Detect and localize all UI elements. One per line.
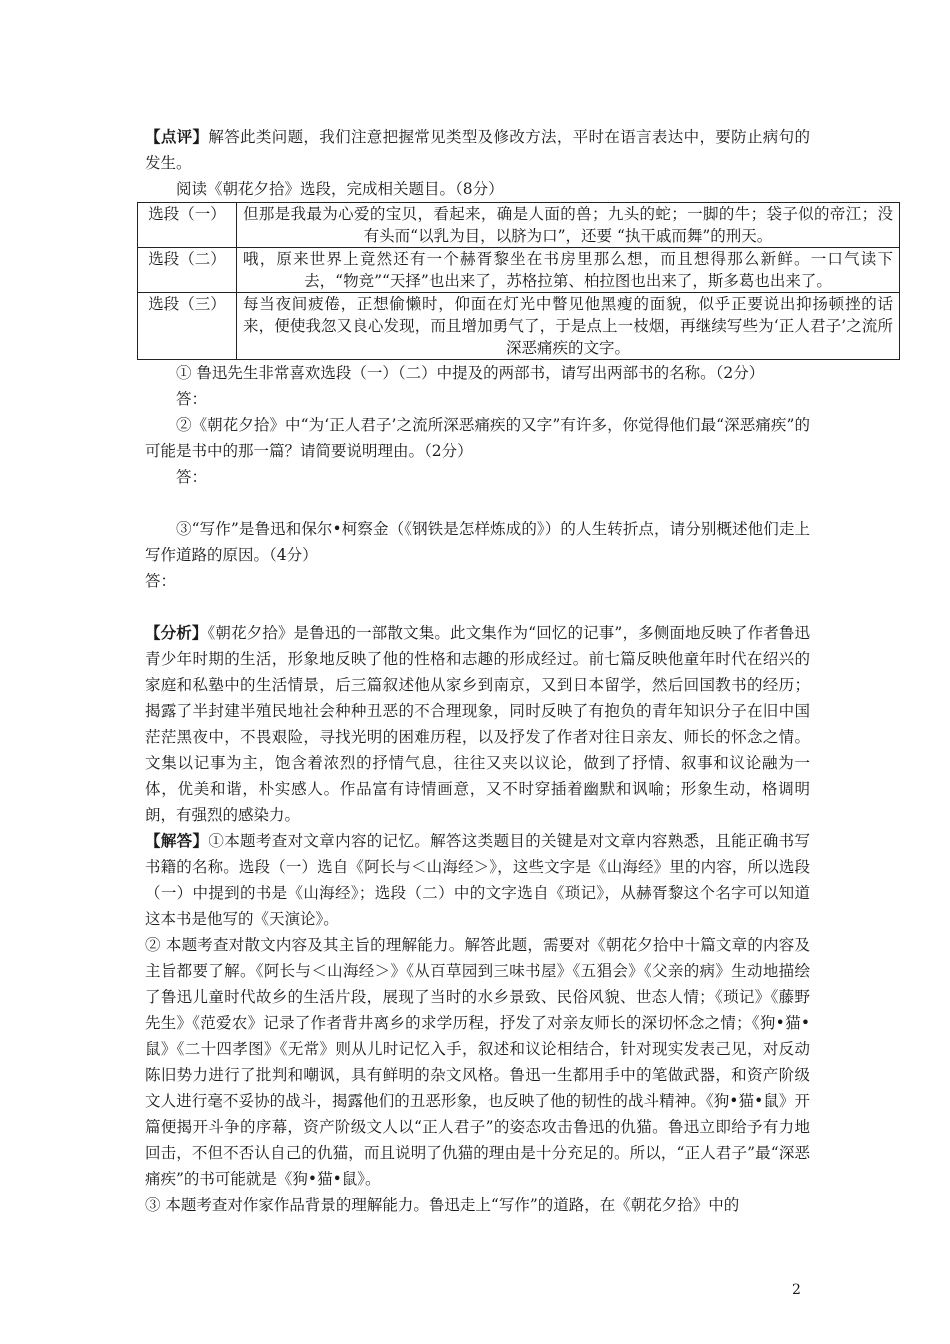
solution-paragraph-1 [145, 828, 810, 932]
comment-text: 解答此类问题，我们注意把握常见类型及修改方法，平时在语言表达中，要防止病句的发生。 [145, 128, 810, 172]
excerpt-text: 但那是我最为心爱的宝贝，看起来，确是人面的兽；九头的蛇；一脚的牛；袋子似的帝江；没有头而“以乳为目，以脐为口”，还要 “执干戚而舞”的刑天。 [237, 203, 900, 248]
excerpt-text: 哦，原来世界上竟然还有一个赫胥黎坐在书房里那么想，而且想得那么新鲜。一口气读下去，“物竞”“天择”也出来了，苏格拉第、柏拉图也出来了，斯多葛也出来了。 [237, 248, 900, 293]
table-row [138, 203, 900, 248]
page-number: 2 [792, 1282, 801, 1298]
solution-part-2: ② 本题考查对散文内容及其主旨的理解能力。解答此题，需要对《朝花夕拾中十篇文章的内容及主旨都要了解。《阿长与＜山海经＞》《从百草园到三味书屋》《五猖会》《父亲的病》生动地描绘了鲁迅儿童时代故乡的生活片段，展现了当时的水乡景致、民俗风貌、世态人情；《琐记》《藤野先生》《范爱农》记录了作者背井离乡的求学历程，抒发了对亲友师长的深切怀念之情；《狗•猫•鼠》《二十四孝图》《无常》则从儿时记忆入手，叙述和议论相结合，针对现实发表己见，对反动陈旧势力进行了批判和嘲讽，具有鲜明的杂文风格。鲁迅一生都用手中的笔做武器，和资产阶级文人进行毫不妥协的战斗，揭露他们的丑恶形象，也反映了他的韧性的战斗精神。《狗•猫•鼠》开篇便揭开斗争的序幕，资产阶级文人以“正人君子”的姿态攻击鲁迅的仇猫。鲁迅立即给予有力地回击，不但不否认自己的仇猫，而且说明了仇猫的理由是十分充足的。所以，“正人君子”最“深恶痛疾”的书可能就是《狗•猫•鼠》。 [145, 936, 810, 1188]
question-1: ① 鲁迅先生非常喜欢选段（一）（二）中提及的两部书，请写出两部书的名称。（2分） [176, 364, 765, 382]
table-row [138, 293, 900, 360]
question-3: ③“写作”是鲁迅和保尔•柯察金（《钢铁是怎样炼成的》）的人生转折点，请分别概述他们走上写作道路的原因。（4分） [145, 520, 810, 564]
excerpt-label: 选段（三） [138, 293, 237, 360]
question-2: ②《朝花夕拾》中“为‘正人君子’之流所深恶痛疾的又字”有许多，你觉得他们最“深恶痛疾”的可能是书中的那一篇？请简要说明理由。（2分） [145, 416, 810, 460]
excerpt-label: 选段（二） [138, 248, 237, 293]
solution-part-1: ①本题考查对文章内容的记忆。解答这类题目的关键是对文章内容熟悉，且能正确书写书籍的名称。选段（一）选自《阿长与＜山海经＞》，这些文字是《山海经》里的内容，所以选段（一）中提到的书是《山海经》；选段（二）中的文字选自《琐记》，从赫胥黎这个名字可以知道这本书是他写的《天演论》。 [145, 832, 810, 928]
excerpt-text: 每当夜间疲倦，正想偷懒时，仰面在灯光中瞥见他黑瘦的面貌，似乎正要说出抑扬顿挫的话来，便使我忽又良心发现，而且增加勇气了，于是点上一枝烟，再继续写些为‘正人君子’之流所深恶痛疾的文字。 [237, 293, 900, 360]
answer-1-label: 答： [176, 390, 208, 408]
page-content [145, 124, 893, 1218]
solution-part-3: ③ 本题考查对作家作品背景的理解能力。鲁迅走上“写作”的道路，在《朝花夕拾》中的 [145, 1196, 740, 1214]
analysis-tag: 【分析】 [145, 623, 208, 642]
reading-intro: 阅读《朝花夕拾》选段，完成相关题目。（8分） [176, 180, 504, 198]
spacer [145, 594, 810, 620]
excerpts-table [137, 202, 900, 360]
answer-2-label: 答： [176, 468, 208, 486]
analysis-text: 《朝花夕拾》是鲁迅的一部散文集。此文集作为“回忆的记事”，多侧面地反映了作者鲁迅青少年时期的生活，形象地反映了他的性格和志趣的形成经过。前七篇反映他童年时代在绍兴的家庭和私塾中的生活情景，后三篇叙述他从家乡到南京，又到日本留学，然后回国教书的经历；揭露了半封建半殖民地社会种种丑恶的不合理现象，同时反映了有抱负的青年知识分子在旧中国茫茫黑夜中，不畏艰险，寻找光明的困难历程，以及抒发了作者对往日亲友、师长的怀念之情。文集以记事为主，饱含着浓烈的抒情气息，往往又夹以议论，做到了抒情、叙事和议论融为一体，优美和谐，朴实感人。作品富有诗情画意，又不时穿插着幽默和讽喻；形象生动，格调明朗，有强烈的感染力。 [145, 624, 810, 824]
solution-tag: 【解答】 [145, 831, 209, 850]
comment-tag: 【点评】 [145, 127, 209, 146]
answer-3-label: 答： [145, 572, 177, 590]
table-row [138, 248, 900, 293]
excerpt-label: 选段（一） [138, 203, 237, 248]
spacer [145, 490, 810, 516]
comment-paragraph [145, 124, 810, 176]
analysis-paragraph [145, 620, 810, 828]
